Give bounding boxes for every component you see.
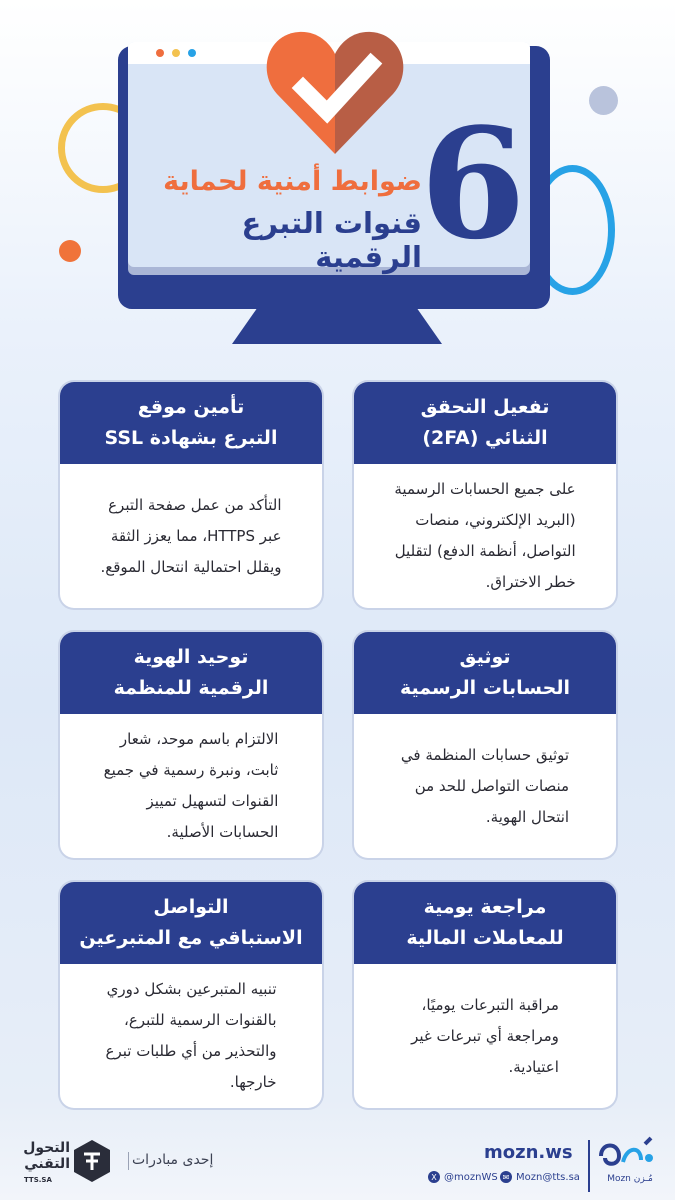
tts-logo-icon [72,1139,112,1183]
card-title: التواصل الاستباقي مع المتبرعين [60,882,322,964]
initiative-label: إحدى مبادرات [132,1152,214,1168]
twitter-handle: @moznWS [444,1171,498,1183]
email-text: Mozn@tts.sa [516,1171,580,1183]
card-ssl [60,382,322,608]
headline-number: 6 [420,94,526,273]
card-daily-review [354,882,616,1108]
decor-orange-dot [59,240,81,262]
card-body: تنبيه المتبرعين بشكل دوري بالقنوات الرسمية للتبرع، والتحذير من أي طلبات تبرع خارجها. [105,980,277,1091]
footer-divider [588,1140,590,1192]
brand-link[interactable]: mozn.ws [484,1142,573,1163]
card-title: مراجعة يومية للمعاملات المالية [354,882,616,964]
card-body: على جميع الحسابات الرسمية (البريد الإلكتروني، منصات التواصل، أنظمة الدفع) لتقليل خطر الاختراق. [394,480,576,591]
window-dot-yellow-icon [172,49,180,57]
mozn-logo-icon [597,1132,657,1172]
mozn-logo-caption: Mozn مُـزن [607,1174,653,1184]
card-title: توحيد الهوية الرقمية للمنظمة [60,632,322,714]
decor-grey-dot [589,86,618,115]
initiative-divider [128,1152,129,1170]
card-body: التأكد من عمل صفحة التبرع عبر HTTPS، مما يعزز الثقة ويقلل احتمالية انتحال الموقع. [100,495,282,576]
mail-icon: ✉ [500,1171,512,1183]
card-title: توثيق الحسابات الرسمية [354,632,616,714]
card-2fa [354,382,616,608]
tts-name: التحول التقني [23,1140,70,1172]
card-body: مراقبة التبرعات يوميًا، ومراجعة أي تبرعات غير اعتيادية. [411,995,559,1076]
card-body: توثيق حسابات المنظمة في منصات التواصل للحد من انتحال الهوية. [400,745,570,826]
card-title: تأمين موقع التبرع بشهادة SSL [60,382,322,464]
card-proactive-contact [60,882,322,1108]
email-contact[interactable] [500,1171,580,1183]
card-verify-accounts [354,632,616,858]
card-unified-identity [60,632,322,858]
headline-line1: ضوابط أمنية لحماية [163,166,422,197]
heart-check-icon [265,26,405,154]
tts-short: TTS.SA [24,1176,52,1184]
window-dot-blue-icon [188,49,196,57]
window-dot-red-icon [156,49,164,57]
twitter-contact[interactable] [428,1171,498,1183]
monitor-stand [232,308,442,344]
card-title: تفعيل التحقق الثنائي (2FA) [354,382,616,464]
headline-line2: قنوات التبرع الرقمية [241,206,422,274]
x-icon: X [428,1171,440,1183]
card-body: الالتزام باسم موحد، شعار ثابت، ونبرة رسمية في جميع القنوات لتسهيل تمييز الحسابات الأصلية. [103,730,279,841]
